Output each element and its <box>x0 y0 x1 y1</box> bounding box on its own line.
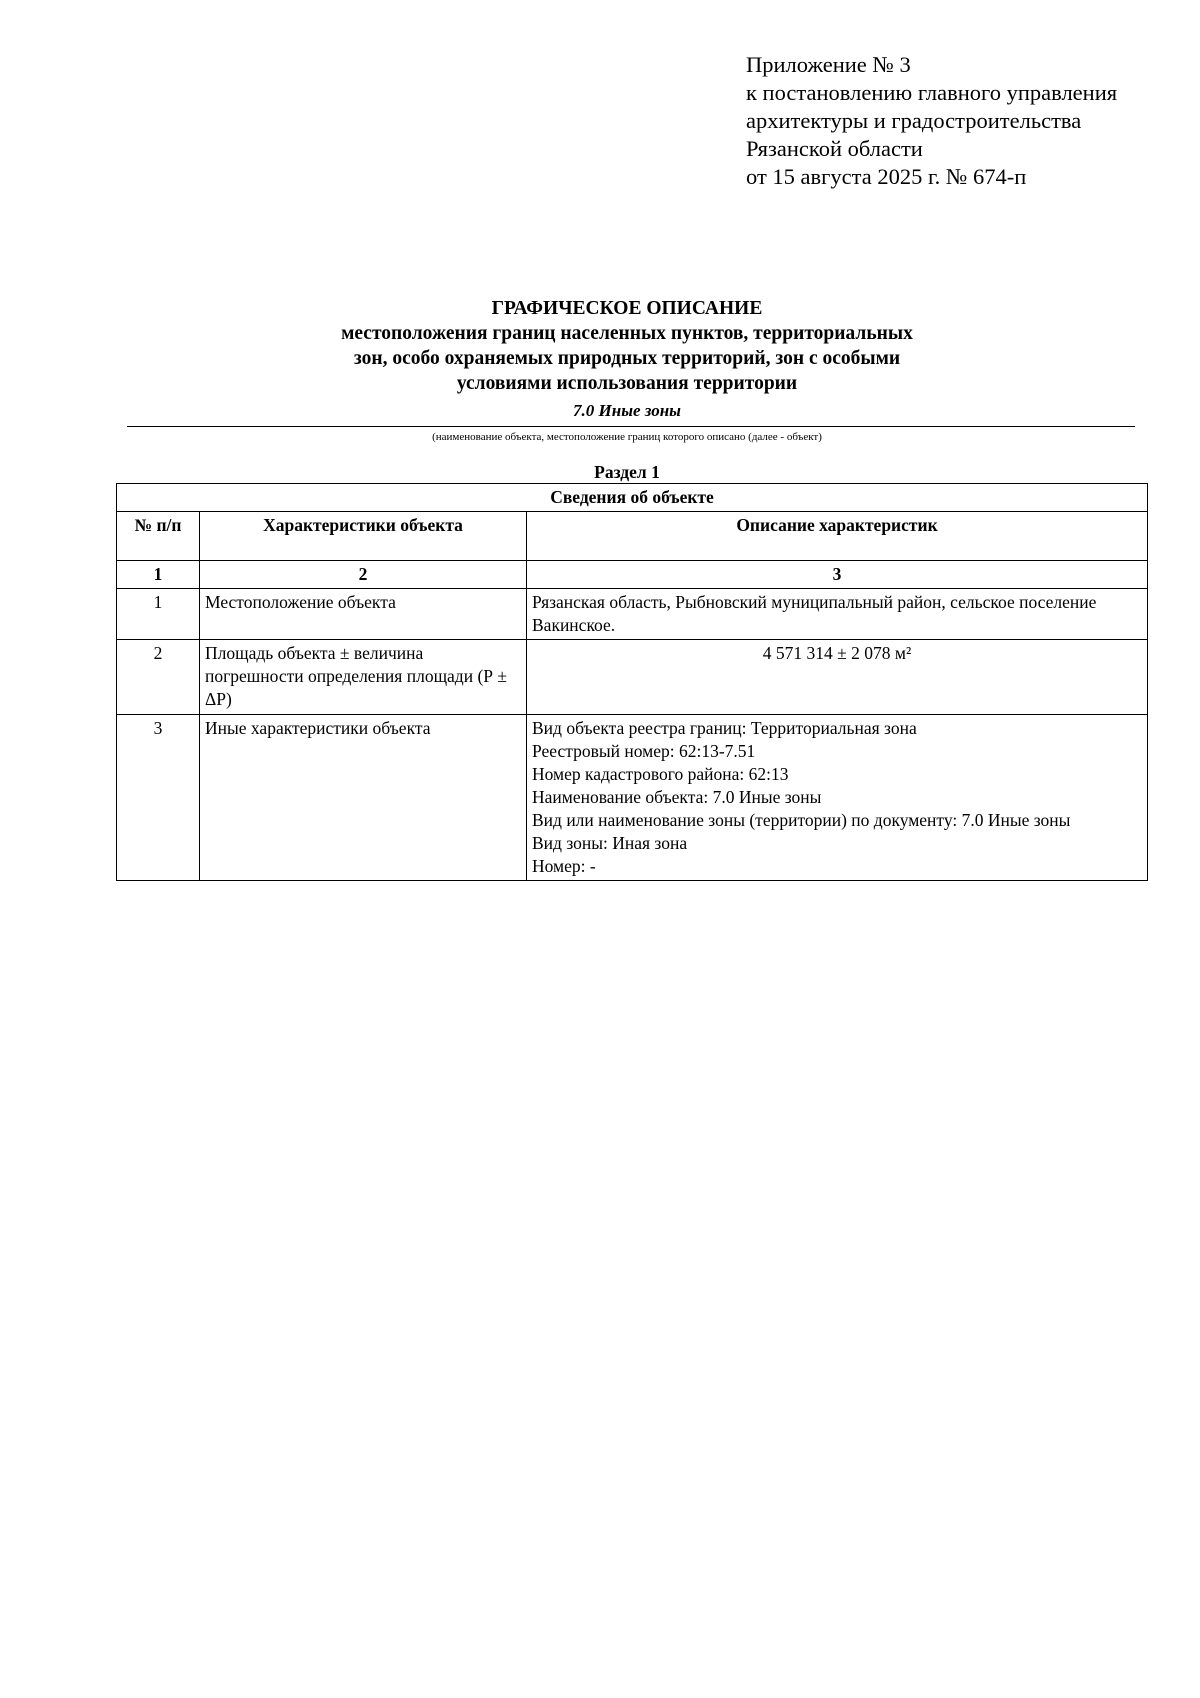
table-header-row <box>117 512 1148 561</box>
section-title: Раздел 1 <box>594 462 660 482</box>
document-title <box>117 296 1137 396</box>
table-row <box>117 589 1148 640</box>
characteristic-value: 4 571 314 ± 2 078 м² <box>527 640 1148 715</box>
characteristic-line: Наименование объекта: 7.0 Иные зоны <box>532 787 822 807</box>
title-line: ГРАФИЧЕСКОЕ ОПИСАНИЕ <box>491 298 763 319</box>
annex-header <box>746 51 1166 191</box>
header-characteristics: Характеристики объекта <box>200 512 527 561</box>
characteristic-line: Реестровый номер: 62:13-7.51 <box>532 741 756 761</box>
characteristic-value-list <box>527 715 1148 881</box>
characteristic-line: Номер кадастрового района: 62:13 <box>532 764 789 784</box>
characteristic-name: Площадь объекта ± величина погрешности определения площади (Р ± ΔР) <box>200 640 527 715</box>
object-caption: (наименование объекта, местоположение границ которого описано (далее - объект) <box>432 431 822 443</box>
column-number: 2 <box>200 561 527 589</box>
object-info-table <box>116 483 1148 881</box>
characteristic-line: Вид зоны: Иная зона <box>532 833 688 853</box>
annex-line: к постановлению главного управления <box>746 80 1118 105</box>
row-number: 2 <box>117 640 200 715</box>
annex-line: от 15 августа 2025 г. № 674-п <box>746 164 1027 189</box>
table-caption: Сведения об объекте <box>117 484 1148 512</box>
column-number: 1 <box>117 561 200 589</box>
column-number: 3 <box>527 561 1148 589</box>
table-row <box>117 715 1148 881</box>
characteristic-name: Местоположение объекта <box>200 589 527 640</box>
row-number: 3 <box>117 715 200 881</box>
title-line: условиями использования территории <box>456 373 798 394</box>
object-name-underline <box>127 426 1135 427</box>
object-name: 7.0 Иные зоны <box>573 401 681 420</box>
table-row <box>117 640 1148 715</box>
table-caption-row <box>117 484 1148 512</box>
column-number-row <box>117 561 1148 589</box>
characteristic-line: Вид объекта реестра границ: Территориальная зона <box>532 718 917 738</box>
header-description: Описание характеристик <box>527 512 1148 561</box>
row-number: 1 <box>117 589 200 640</box>
characteristic-line: Вид или наименование зоны (территории) по документу: 7.0 Иные зоны <box>532 810 1071 830</box>
annex-line: архитектуры и градостроительства <box>746 108 1082 133</box>
title-line: зон, особо охраняемых природных территорий, зон с особыми <box>353 348 901 369</box>
characteristic-name: Иные характеристики объекта <box>200 715 527 881</box>
annex-line: Приложение № 3 <box>746 52 911 77</box>
characteristic-line: Номер: - <box>532 856 596 876</box>
title-line: местоположения границ населенных пунктов, территориальных <box>341 323 913 344</box>
annex-line: Рязанской области <box>746 136 923 161</box>
characteristic-value: Рязанская область, Рыбновский муниципальный район, сельское поселение Вакинское. <box>527 589 1148 640</box>
header-number: № п/п <box>117 512 200 561</box>
